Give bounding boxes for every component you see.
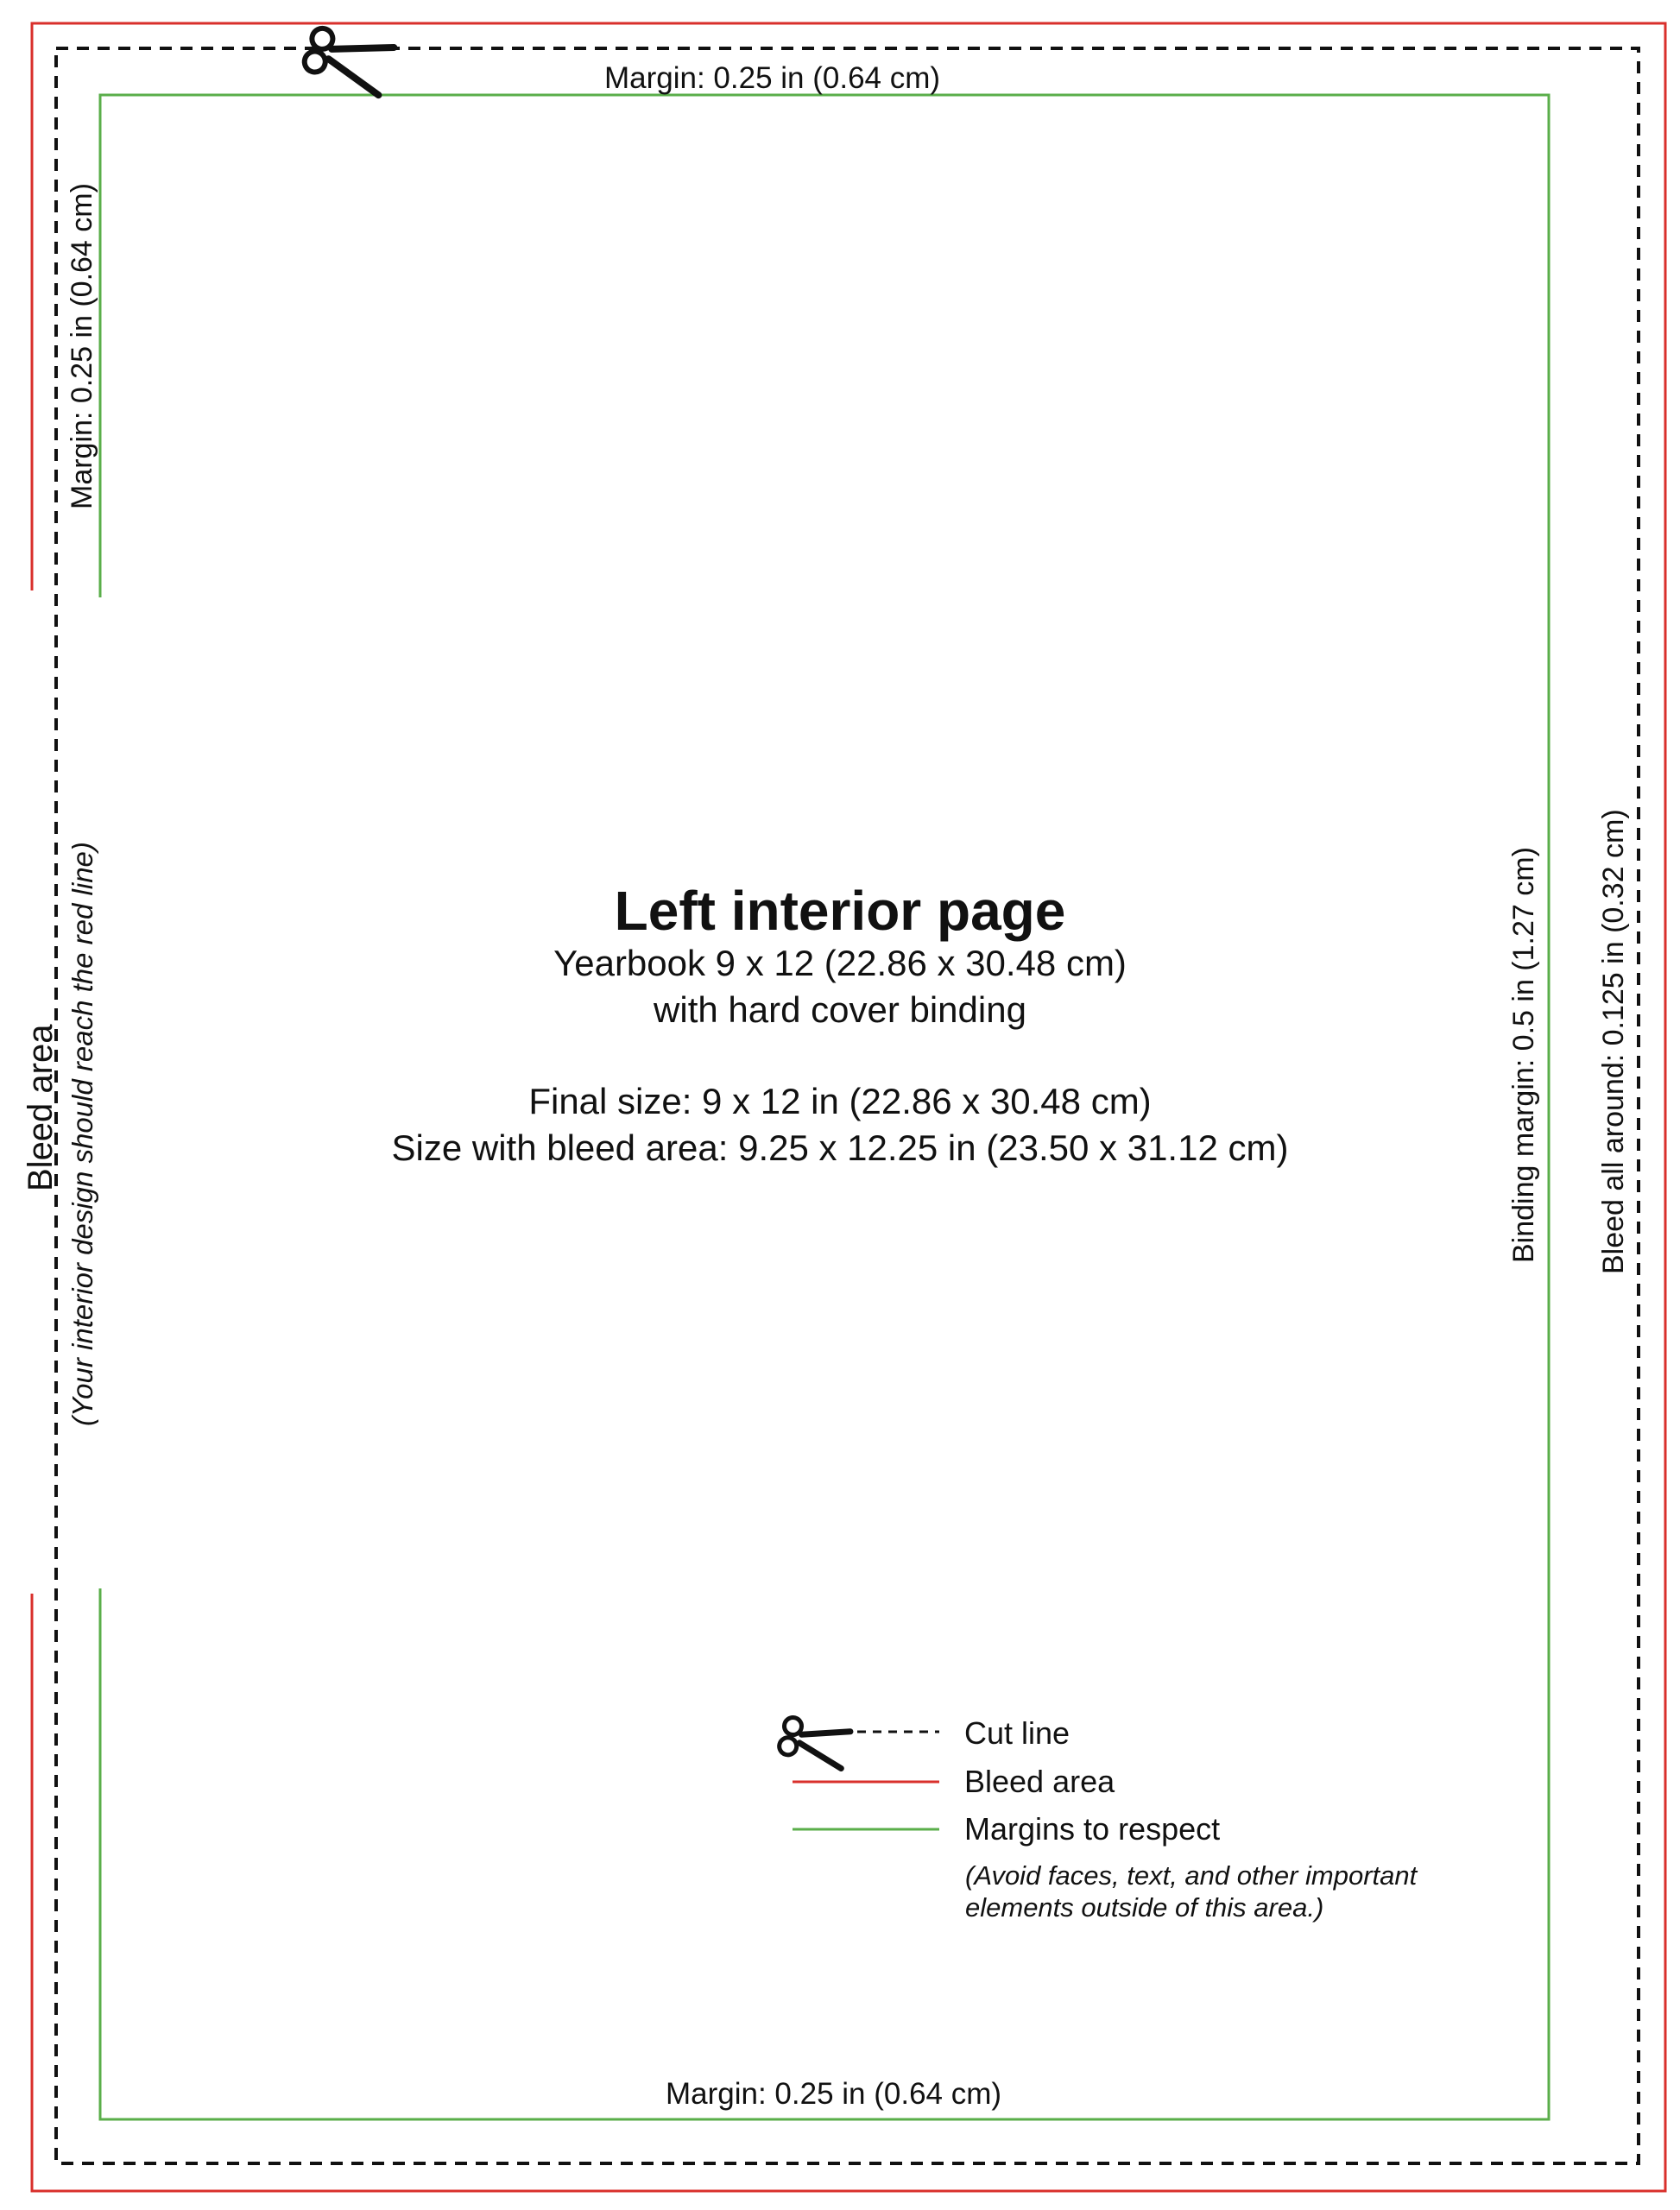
legend-note-line-2: elements outside of this area.) bbox=[965, 1892, 1324, 1923]
binding-line: with hard cover binding bbox=[654, 989, 1026, 1030]
legend-cut-sample bbox=[778, 1715, 939, 1768]
legend-cut-line-label: Cut line bbox=[964, 1715, 1071, 1751]
page-title: Left interior page bbox=[614, 880, 1066, 942]
bleed-area-title: Bleed area bbox=[22, 1024, 60, 1191]
bleed-all-around-label: Bleed all around: 0.125 in (0.32 cm) bbox=[1597, 809, 1630, 1274]
binding-margin-label: Binding margin: 0.5 in (1.27 cm) bbox=[1507, 847, 1540, 1263]
bleed-area-subtitle: (Your interior design should reach the red line) bbox=[66, 842, 98, 1426]
legend-bleed-area-label: Bleed area bbox=[964, 1764, 1115, 1799]
scissors-icon bbox=[301, 22, 394, 95]
top-margin-label: Margin: 0.25 in (0.64 cm) bbox=[604, 61, 941, 95]
product-line: Yearbook 9 x 12 (22.86 x 30.48 cm) bbox=[553, 943, 1127, 983]
legend-margins-label: Margins to respect bbox=[964, 1811, 1221, 1847]
final-size-line: Final size: 9 x 12 in (22.86 x 30.48 cm) bbox=[528, 1081, 1152, 1121]
left-margin-label: Margin: 0.25 in (0.64 cm) bbox=[66, 183, 98, 509]
bleed-size-line: Size with bleed area: 9.25 x 12.25 in (23.50 x 31.12 cm) bbox=[391, 1127, 1289, 1168]
bottom-margin-label: Margin: 0.25 in (0.64 cm) bbox=[666, 2077, 1002, 2111]
legend-note-line-1: (Avoid faces, text, and other important bbox=[965, 1860, 1418, 1891]
